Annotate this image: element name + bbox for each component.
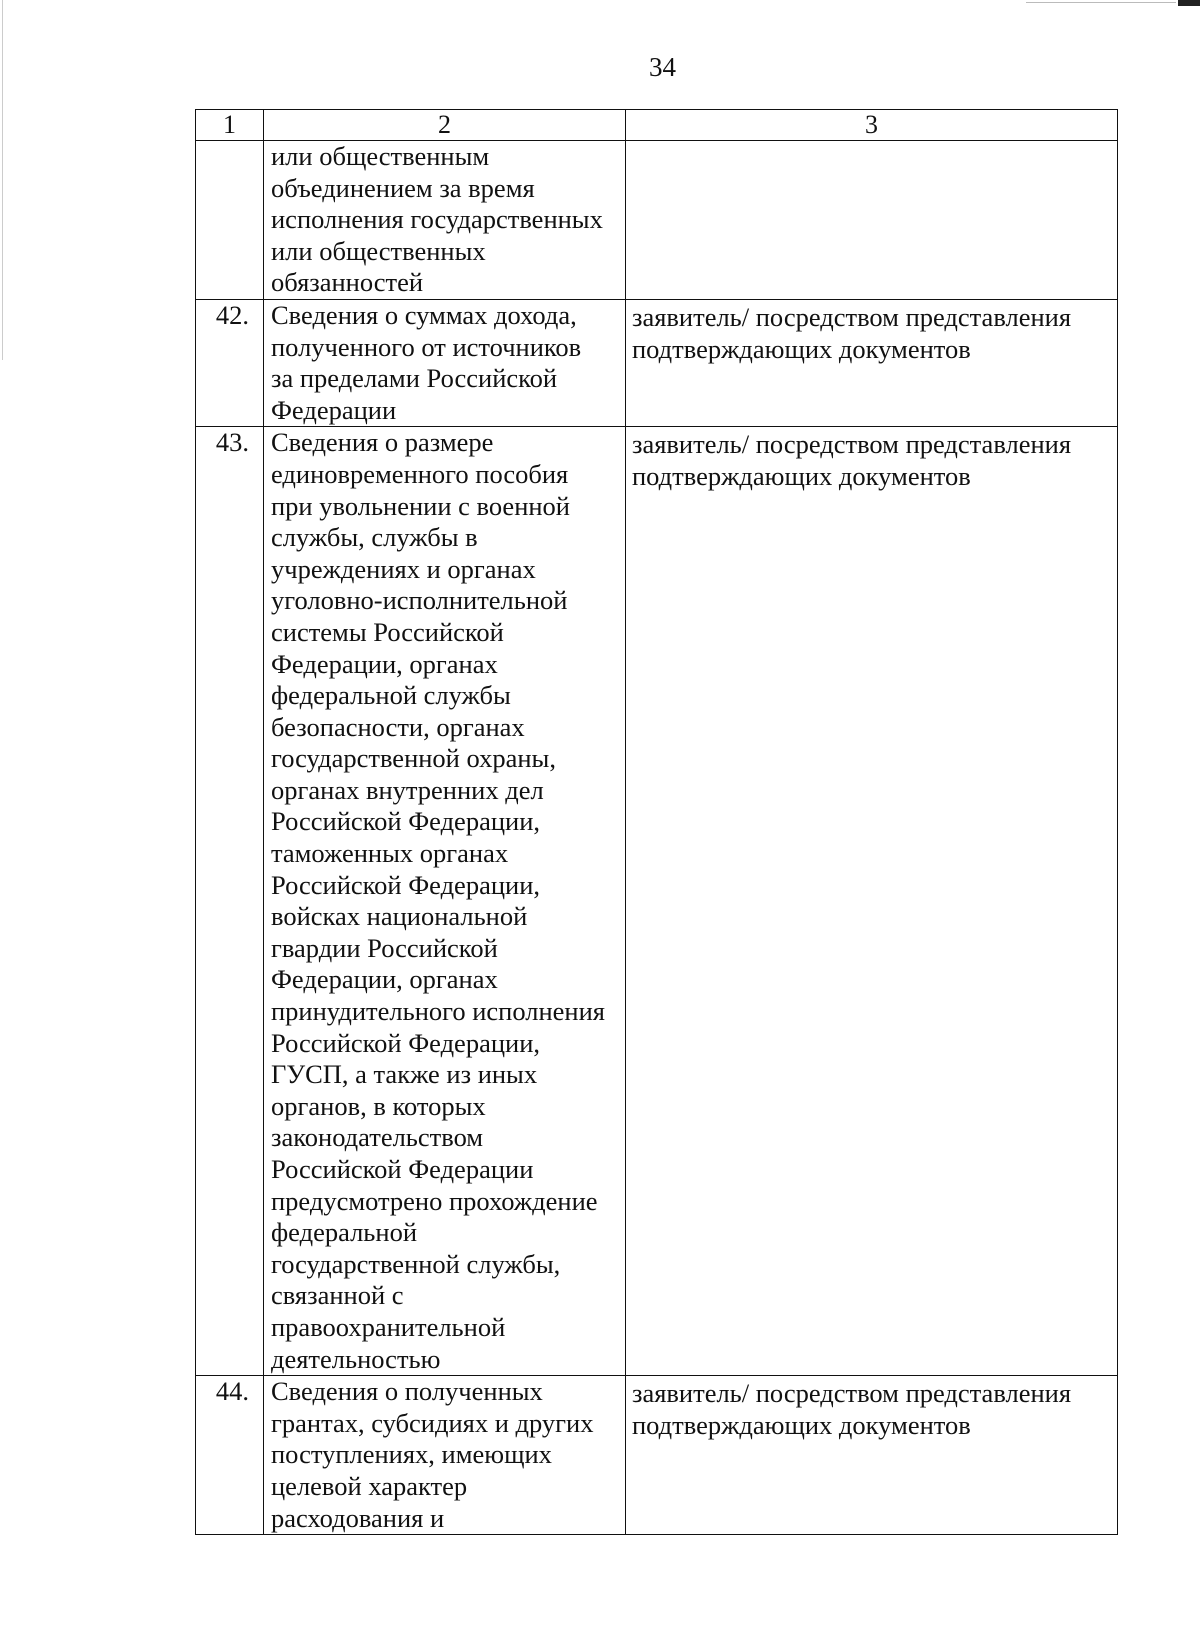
source-cell — [626, 1376, 1118, 1535]
info-line: Федерации, органах — [271, 964, 498, 995]
info-line: службы, службы в — [271, 522, 478, 553]
row-number-cell — [196, 141, 264, 300]
info-line: грантах, субсидиях и других — [271, 1407, 594, 1438]
scan-edge-mark — [1178, 0, 1200, 6]
source-line: подтверждающих документов — [632, 333, 971, 364]
info-line: гвардии Российской — [271, 932, 498, 963]
info-line: государственной службы, — [271, 1248, 561, 1279]
page-number: 34 — [649, 52, 676, 82]
info-line: государственной охраны, — [271, 743, 556, 774]
info-cell — [264, 427, 626, 1376]
info-line: законодательством — [271, 1122, 484, 1153]
source-line: подтверждающих документов — [632, 460, 971, 491]
info-line: Российской Федерации, — [271, 806, 540, 837]
source-line: заявитель/ посредством представления — [632, 429, 1072, 460]
info-line: обязанностей — [271, 267, 424, 298]
info-line: связанной с — [271, 1280, 404, 1311]
info-line: предусмотрено прохождение — [271, 1185, 598, 1216]
row-number-cell: 44. — [196, 1376, 264, 1535]
info-line: таможенных органах — [271, 838, 509, 869]
info-line: органах внутренних дел — [271, 774, 544, 805]
header-cell-2: 2 — [264, 110, 626, 141]
info-line: системы Российской — [271, 616, 504, 647]
table-row — [196, 141, 1118, 300]
table-header-row — [196, 110, 1118, 141]
info-line: Российской Федерации, — [271, 869, 540, 900]
row-number-cell: 42. — [196, 299, 264, 426]
source-line: подтверждающих документов — [632, 1409, 971, 1440]
info-line: полученного от источников — [271, 331, 582, 362]
info-line: поступлениях, имеющих — [271, 1439, 552, 1470]
info-line: или общественным — [271, 141, 490, 171]
info-line: Сведения о полученных — [271, 1376, 543, 1407]
info-line: уголовно-исполнительной — [271, 585, 568, 616]
source-cell — [626, 299, 1118, 426]
info-line: федеральной службы — [271, 680, 511, 711]
source-cell — [626, 141, 1118, 300]
header-cell-1: 1 — [196, 110, 264, 141]
header-cell-3: 3 — [626, 110, 1118, 141]
info-line: Сведения о суммах дохода, — [271, 299, 577, 330]
info-line: войсках национальной — [271, 901, 528, 932]
info-line: объединением за время — [271, 172, 535, 203]
info-line: деятельностью — [271, 1343, 441, 1374]
table-row — [196, 427, 1118, 1376]
info-line: за пределами Российской — [271, 363, 558, 394]
info-line: Сведения о размере — [271, 427, 494, 458]
info-line: принудительного исполнения — [271, 996, 605, 1027]
info-cell — [264, 299, 626, 426]
source-line: заявитель/ посредством представления — [632, 1378, 1072, 1409]
info-line: Федерации — [271, 394, 397, 425]
info-line: правоохранительной — [271, 1311, 506, 1342]
scan-edge-line — [1026, 2, 1176, 3]
info-line: ГУСП, а также из иных — [271, 1059, 538, 1090]
info-line: при увольнении с военной — [271, 490, 570, 521]
info-line: расходования и — [271, 1502, 445, 1533]
source-line: заявитель/ посредством представления — [632, 301, 1072, 332]
info-line: исполнения государственных — [271, 204, 603, 235]
info-line: органов, в которых — [271, 1090, 486, 1121]
row-number-cell: 43. — [196, 427, 264, 1376]
info-line: безопасности, органах — [271, 711, 525, 742]
info-line: целевой характер — [271, 1470, 468, 1501]
info-line: учреждениях и органах — [271, 553, 536, 584]
document-table — [195, 109, 1118, 1535]
info-line: федеральной — [271, 1217, 417, 1248]
table-row — [196, 299, 1118, 426]
info-line: или общественных — [271, 235, 486, 266]
info-line: единовременного пособия — [271, 458, 569, 489]
info-line: Российской Федерации, — [271, 1027, 540, 1058]
info-line: Федерации, органах — [271, 648, 498, 679]
info-line: Российской Федерации — [271, 1154, 534, 1184]
source-cell — [626, 427, 1118, 1376]
table-row — [196, 1376, 1118, 1535]
info-cell — [264, 1376, 626, 1535]
info-cell — [264, 141, 626, 300]
